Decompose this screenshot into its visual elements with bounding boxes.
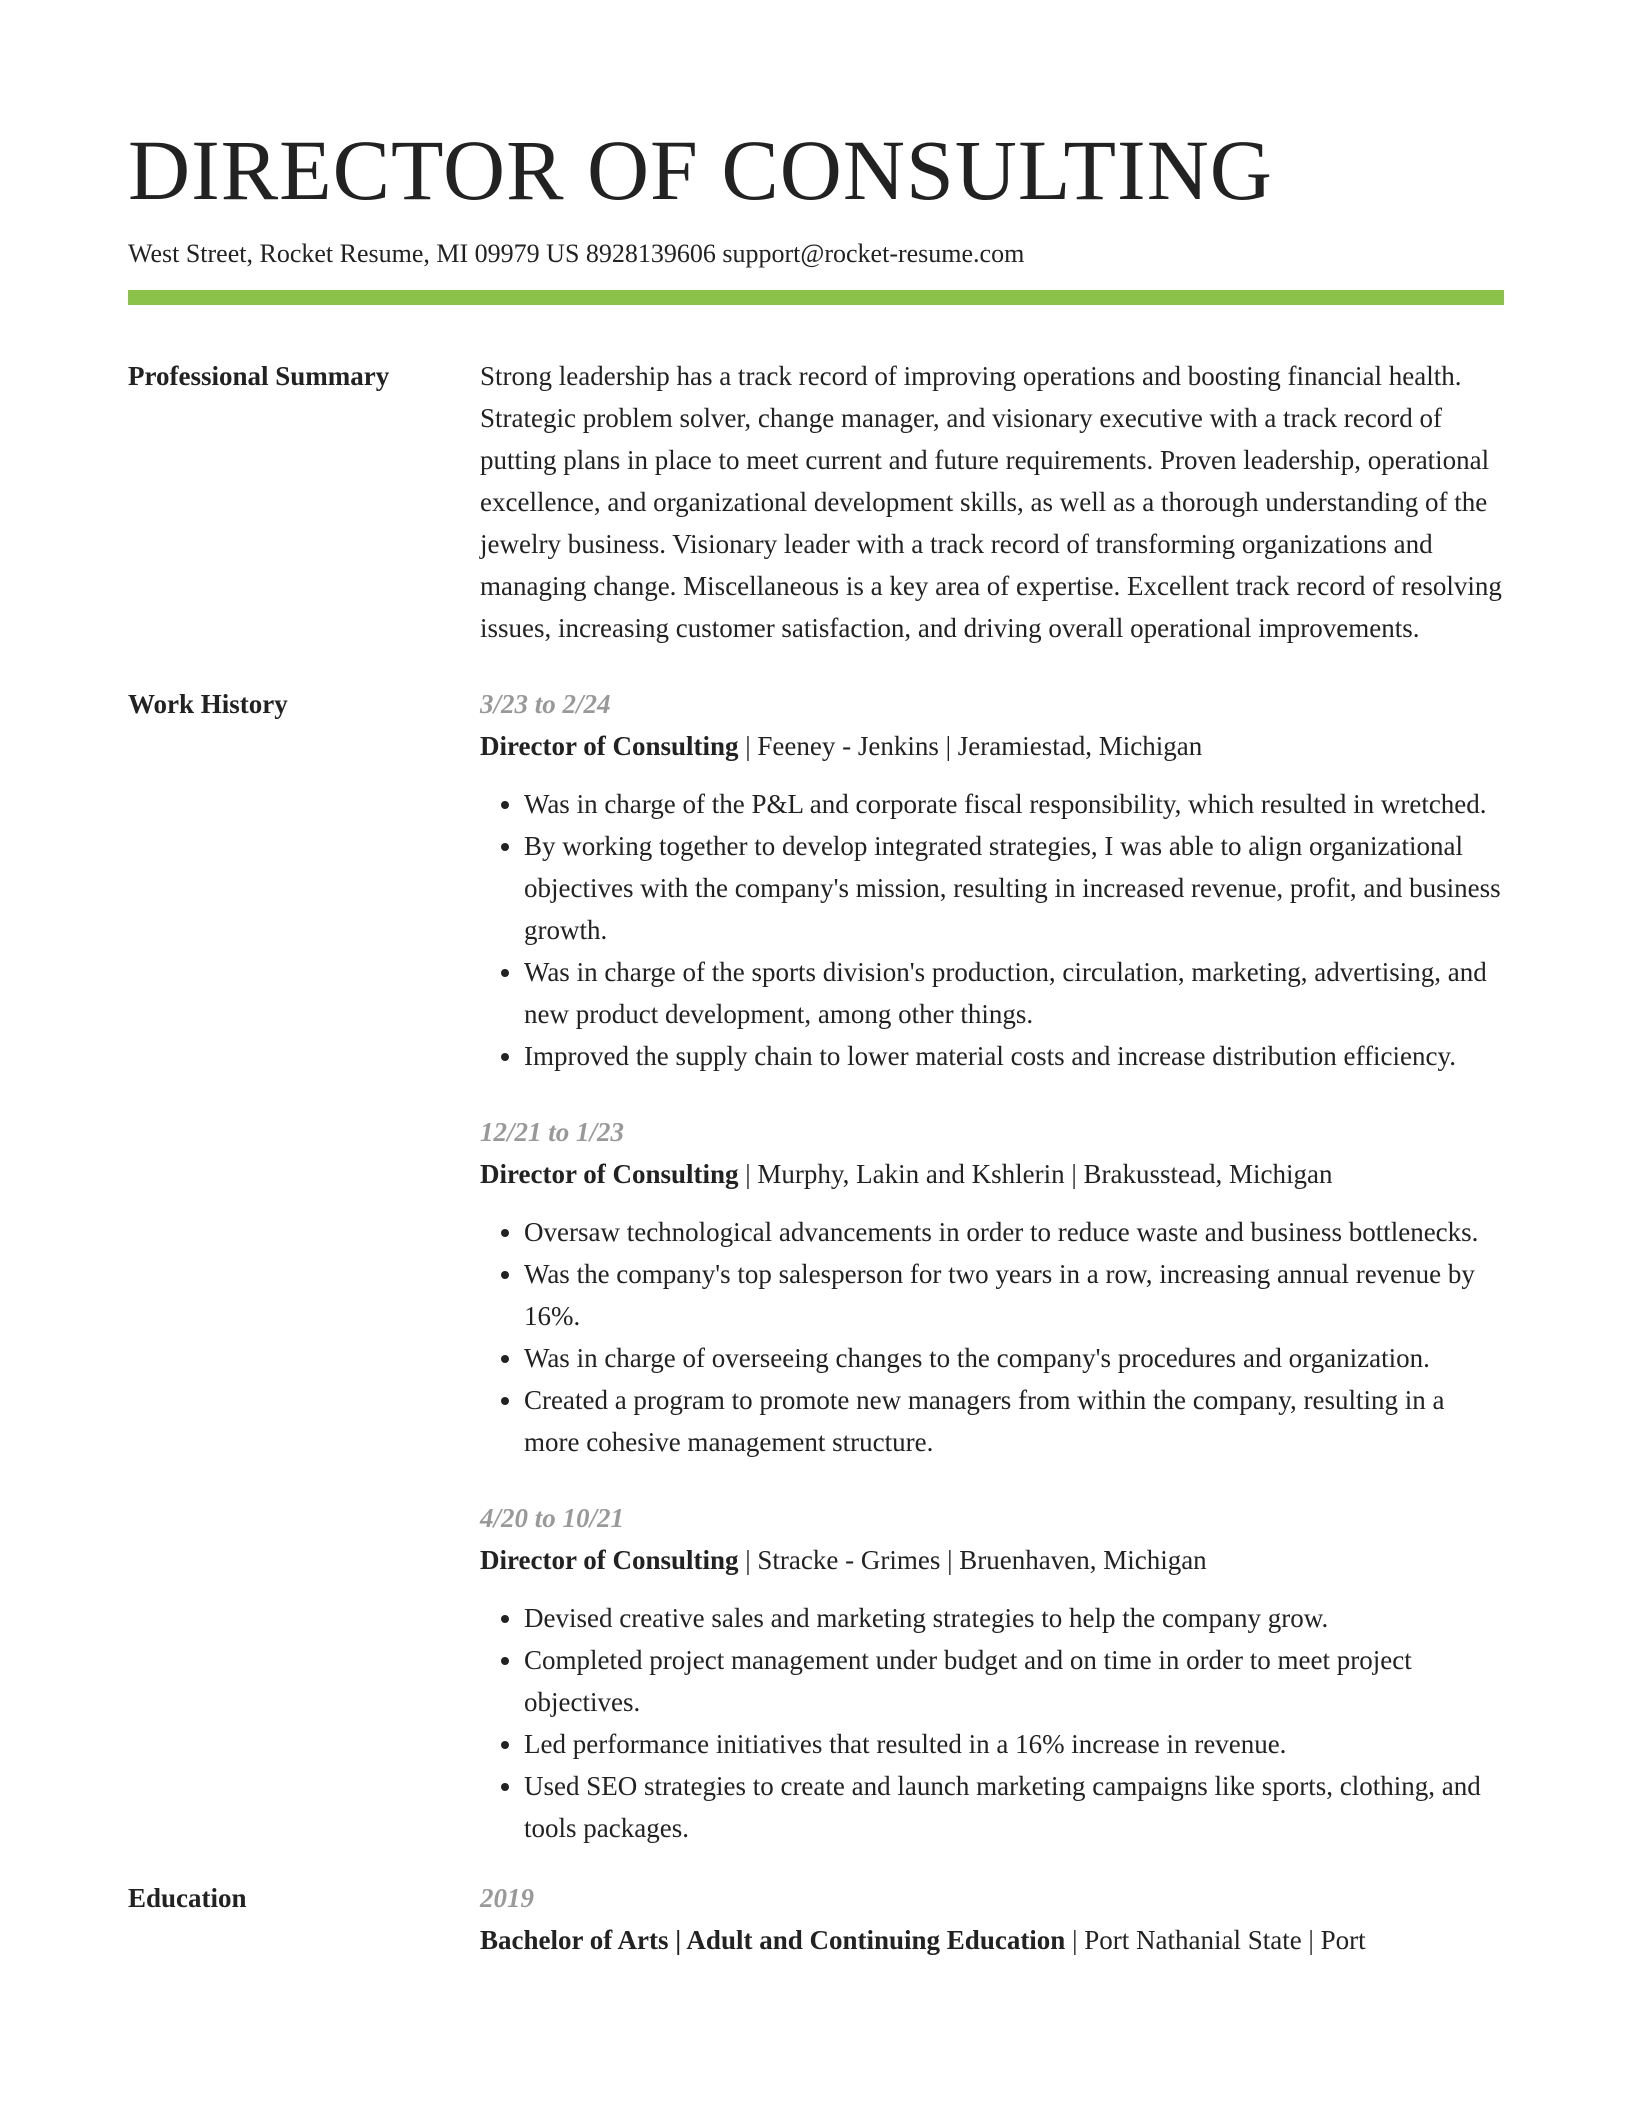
job-bullets <box>480 783 1504 1077</box>
list-item: • Oversaw technological advancements in order to reduce waste and business bottlenecks. <box>524 1211 1504 1253</box>
section-label-work: Work History <box>128 689 288 719</box>
contact-info: West Street, Rocket Resume, MI 09979 US 8928139606 support@rocket-resume.com <box>128 239 1025 268</box>
job-role: Director of Consulting <box>480 731 739 761</box>
education-body <box>480 1877 1504 1961</box>
education-school: | Port Nathanial State | Port <box>1065 1925 1366 1955</box>
list-item: • Used SEO strategies to create and launch marketing campaigns like sports, clothing, and tools packages. <box>524 1765 1504 1849</box>
job-title-line <box>480 1153 1504 1195</box>
list-item: • Was in charge of the P&L and corporate fiscal responsibility, which resulted in wretched. <box>524 783 1504 825</box>
list-item: • Was in charge of the sports division's production, circulation, marketing, advertising, and new product development, among other things. <box>524 951 1504 1035</box>
list-item: • Was the company's top salesperson for two years in a row, increasing annual revenue by 16%. <box>524 1253 1504 1337</box>
job-bullets <box>480 1211 1504 1463</box>
education-degree: Bachelor of Arts | Adult and Continuing Education <box>480 1925 1066 1955</box>
job-bullets <box>480 1597 1504 1849</box>
section-label-summary: Professional Summary <box>128 361 390 391</box>
job-dates: 12/21 to 1/23 <box>480 1117 625 1147</box>
job-role: Director of Consulting <box>480 1545 739 1575</box>
job-title-line <box>480 725 1504 767</box>
job-entry <box>480 1497 1504 1849</box>
job-dates: 4/20 to 10/21 <box>480 1503 625 1533</box>
professional-summary-section <box>128 355 1504 649</box>
work-history-section <box>128 683 1504 1849</box>
job-details: | Feeney - Jenkins | Jeramiestad, Michigan <box>738 731 1203 761</box>
job-details: | Stracke - Grimes | Bruenhaven, Michigan <box>738 1545 1207 1575</box>
job-details: | Murphy, Lakin and Kshlerin | Brakusstead, Michigan <box>738 1159 1333 1189</box>
job-entry <box>480 1111 1504 1463</box>
jobs-list <box>480 683 1504 1849</box>
section-label-education: Education <box>128 1883 247 1913</box>
list-item: • Completed project management under budget and on time in order to meet project objectives. <box>524 1639 1504 1723</box>
education-section <box>128 1877 1504 1961</box>
job-title-line <box>480 1539 1504 1581</box>
summary-text: Strong leadership has a track record of improving operations and boosting financial health. Strategic problem solver, change manager, and visionary executive with a track record of putting plans in place to meet current and future requirements. Proven leadership, operational excellence, and organizational development skills, as well as a thorough understanding of the jewelry business. Visionary leader with a track record of transforming organizations and managing change. Miscellaneous is a key area of expertise. Excellent track record of resolving issues, increasing customer satisfaction, and driving overall operational improvements. <box>480 361 1502 643</box>
job-role: Director of Consulting <box>480 1159 739 1189</box>
list-item: • Devised creative sales and marketing strategies to help the company grow. <box>524 1597 1504 1639</box>
education-year: 2019 <box>480 1883 534 1913</box>
job-entry <box>480 683 1504 1077</box>
list-item: • Improved the supply chain to lower material costs and increase distribution efficiency. <box>524 1035 1504 1077</box>
list-item: • Was in charge of overseeing changes to the company's procedures and organization. <box>524 1337 1504 1379</box>
list-item: • Led performance initiatives that resulted in a 16% increase in revenue. <box>524 1723 1504 1765</box>
resume-title: DIRECTOR OF CONSULTING <box>128 122 1273 218</box>
job-dates: 3/23 to 2/24 <box>480 689 611 719</box>
header-divider <box>128 290 1504 305</box>
list-item: • By working together to develop integrated strategies, I was able to align organizational objectives with the company's mission, resulting in increased revenue, profit, and business growth. <box>524 825 1504 951</box>
education-title-line <box>480 1919 1504 1961</box>
list-item: • Created a program to promote new managers from within the company, resulting in a more cohesive management structure. <box>524 1379 1504 1463</box>
